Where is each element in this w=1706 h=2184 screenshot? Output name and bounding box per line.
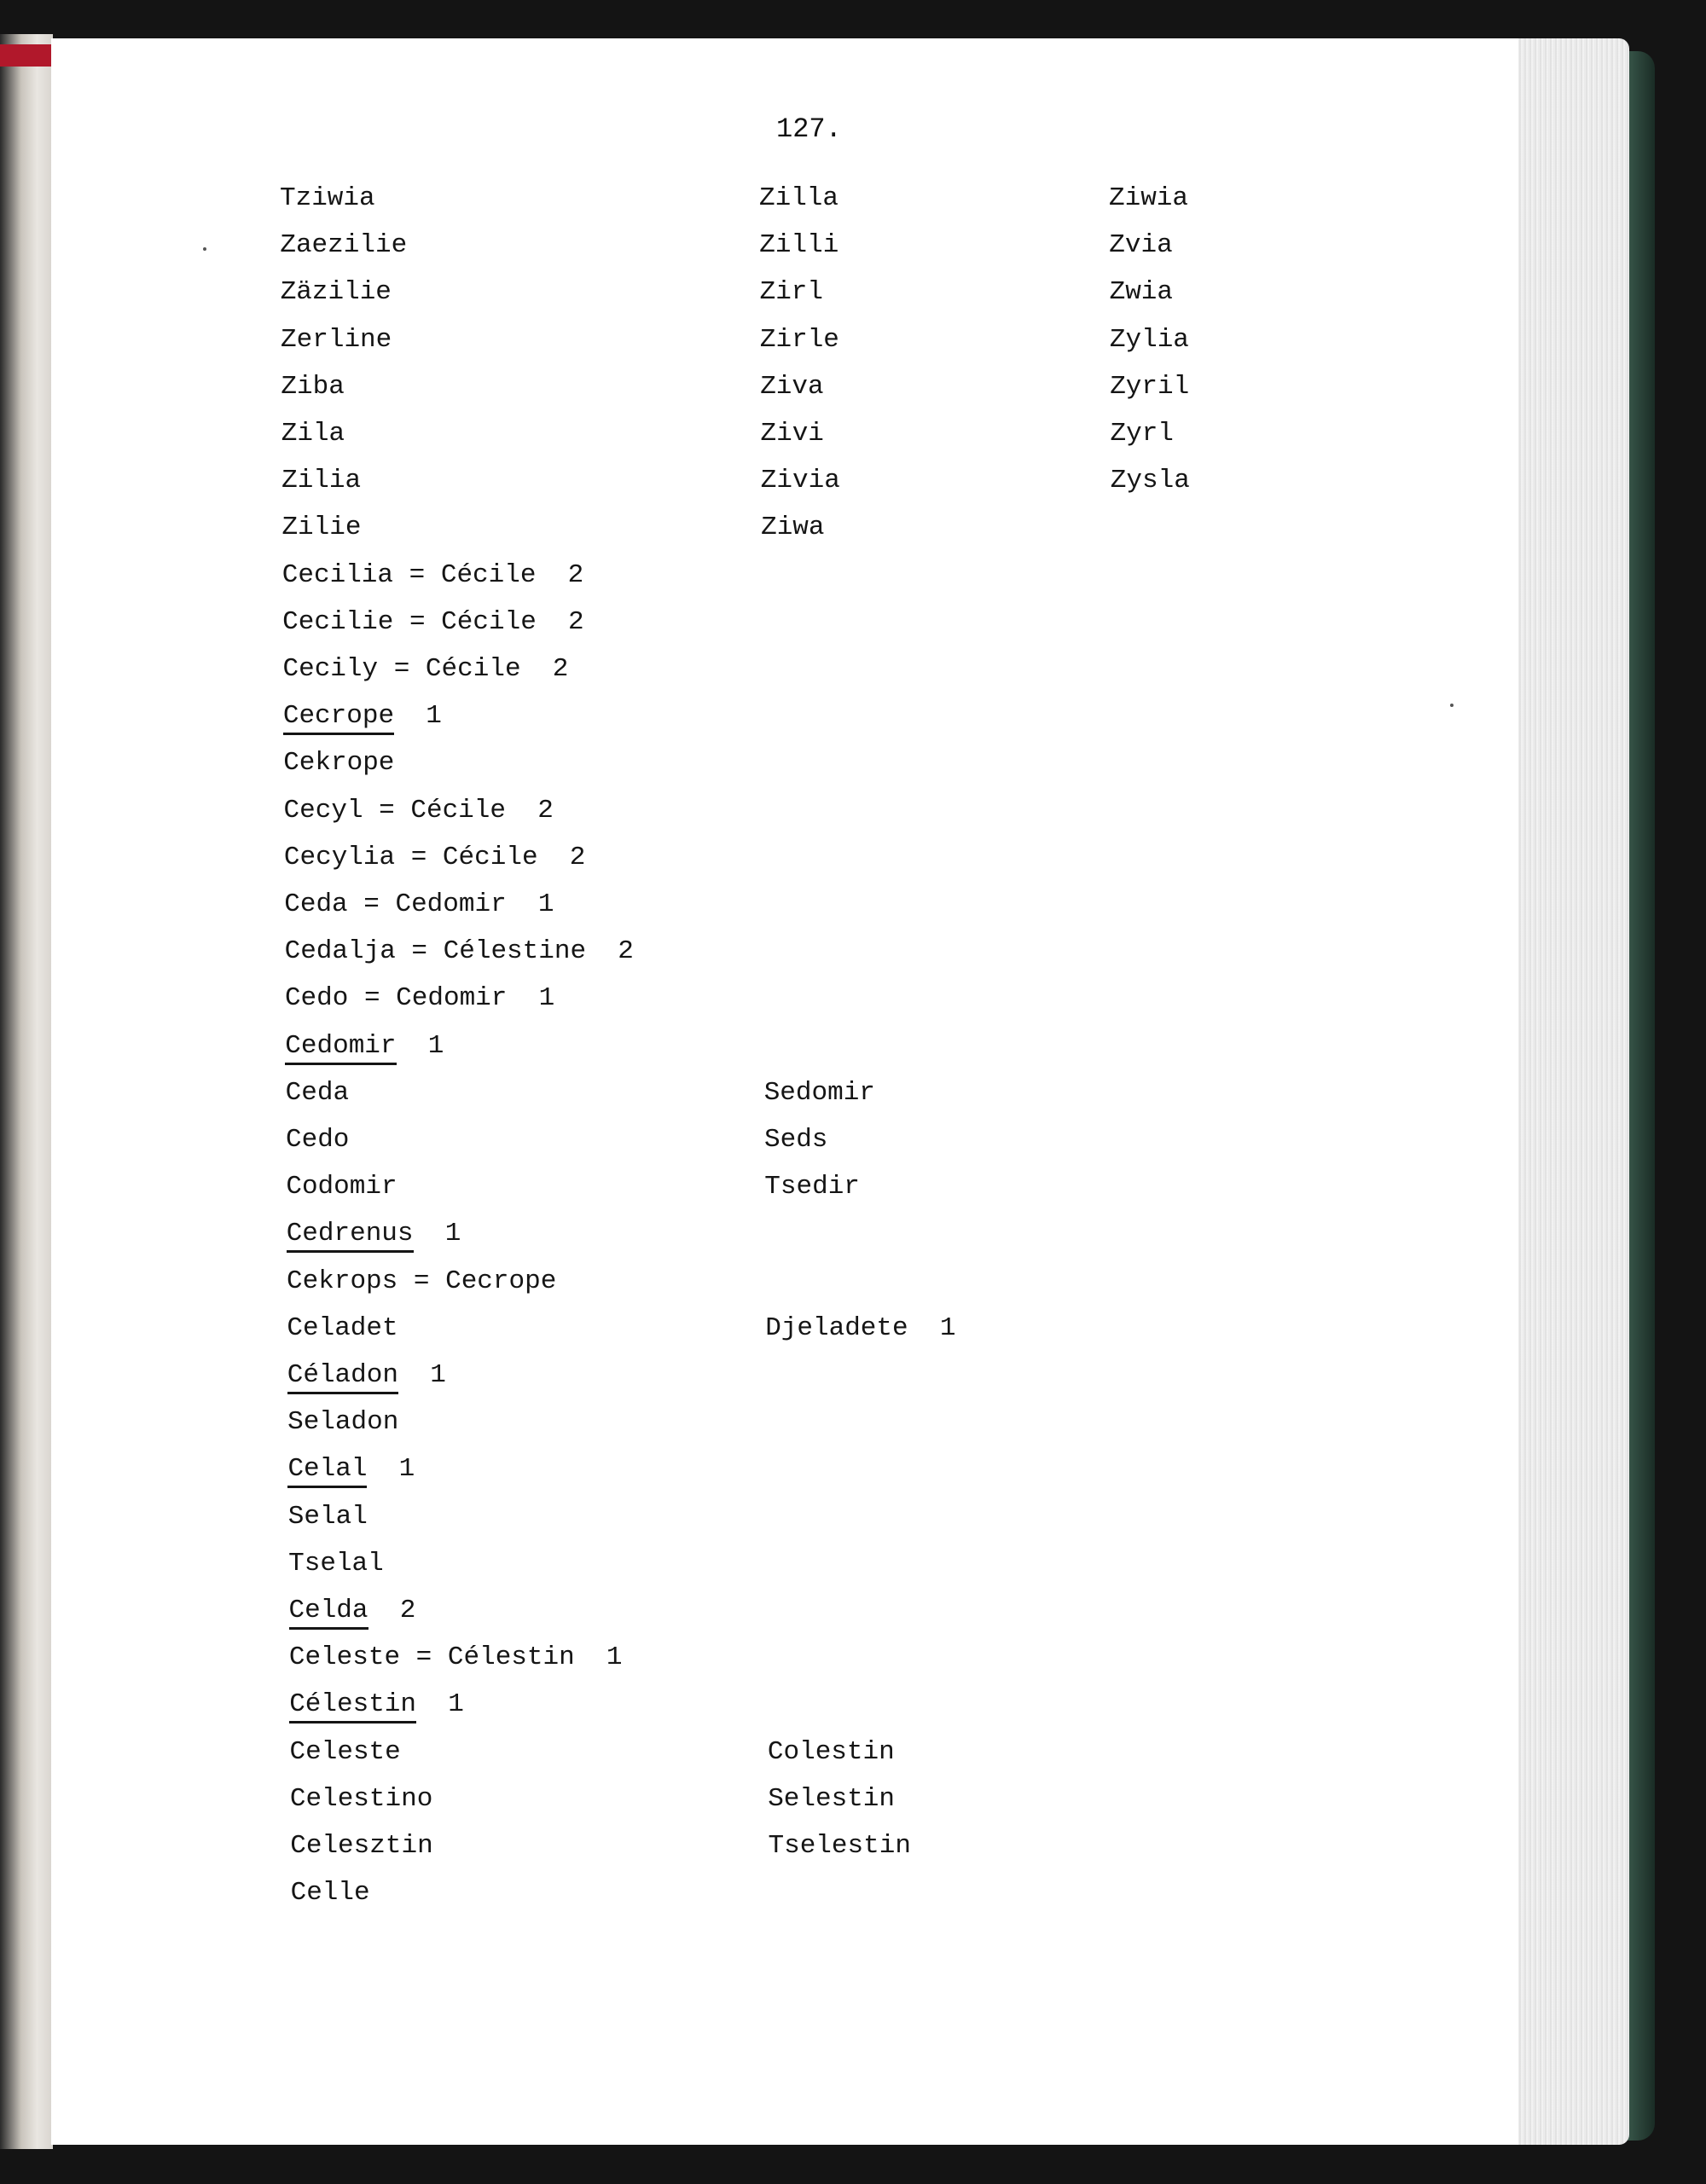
index-entry: [287, 1407, 398, 1438]
variant-name: Ziwa: [761, 513, 825, 543]
entry-name: Ceda: [284, 889, 348, 919]
index-entry: [291, 1878, 370, 1909]
index-entry: [283, 701, 442, 732]
entry-reference: 2: [368, 1596, 416, 1625]
index-entry: [288, 1502, 368, 1532]
entry-headword: Celal: [287, 1454, 368, 1485]
entry-name: Cecily: [282, 654, 379, 684]
entry-headword: Cecrope: [282, 701, 395, 732]
variant-name: Zysla: [1110, 466, 1190, 496]
entry-name: Celesztin: [290, 1831, 433, 1861]
entry-name: Cedo: [284, 983, 349, 1014]
entry-reference: = Cécile 2: [395, 842, 586, 872]
entry-name: Zilia: [281, 466, 362, 496]
index-entry: [290, 1737, 401, 1768]
book-page: [51, 38, 1518, 2145]
variant-name: Ziwia: [1109, 183, 1189, 213]
entry-name: Seladon: [287, 1407, 399, 1438]
variant-name: Ziva: [760, 371, 824, 402]
entry-name: Celle: [290, 1878, 370, 1909]
index-entry: [281, 466, 361, 496]
entry-reference: = Cécile 2: [393, 559, 584, 590]
entry-name: Celestino: [289, 1783, 433, 1814]
index-entry: [288, 1549, 384, 1579]
index-entry: [282, 560, 583, 591]
entry-reference: = Cécile 2: [363, 795, 554, 826]
index-entry: [283, 654, 569, 685]
variant-name: Zilla: [759, 183, 839, 213]
index-entry: [285, 983, 554, 1014]
entry-name: Ceda: [285, 1077, 350, 1108]
index-entry: [282, 607, 583, 638]
entry-name: Cecyl: [283, 795, 363, 826]
entry-reference: = Cecrope: [397, 1266, 557, 1296]
variant-name: Zirle: [759, 324, 839, 355]
variant-name: Seds: [764, 1125, 828, 1155]
ink-speck: [1450, 704, 1454, 707]
entry-name: Cedo: [286, 1125, 350, 1155]
index-entry: [284, 889, 554, 920]
variant-name: Zylia: [1109, 324, 1189, 355]
entry-name: Tziwia: [280, 183, 375, 213]
variant-name: Zirl: [759, 277, 824, 308]
entry-name: Celeste: [288, 1642, 401, 1673]
entry-reference: 1: [394, 701, 442, 732]
index-entry: [287, 1313, 397, 1344]
variant-name: Zivi: [760, 419, 824, 449]
entry-headword: Celda: [288, 1596, 368, 1625]
entry-headword: Cedrenus: [286, 1219, 414, 1249]
index-entry: [286, 1078, 349, 1109]
index-entry: [285, 1031, 444, 1062]
index-entry: [281, 513, 361, 543]
index-entry: [289, 1689, 464, 1720]
index-entry: [281, 419, 345, 449]
variant-name: Tsedir: [764, 1172, 860, 1202]
entry-name: Celeste: [289, 1736, 401, 1767]
entry-name: Celadet: [287, 1312, 398, 1343]
variant-name: Djeladete 1: [765, 1312, 956, 1343]
entry-reference: 1: [397, 1360, 446, 1390]
entry-headword: Célestin: [289, 1689, 417, 1720]
entry-headword: Cedomir: [285, 1030, 397, 1061]
entry-reference: 1: [396, 1030, 444, 1061]
entry-name: Codomir: [286, 1172, 397, 1202]
index-entry: [281, 325, 392, 356]
variant-name: Zyril: [1110, 371, 1190, 402]
page-number: 127.: [776, 113, 842, 145]
index-entry: [289, 1596, 416, 1626]
entry-name: Zerline: [281, 324, 392, 355]
variant-name: Zilli: [759, 230, 839, 261]
entry-name: Cecilia: [281, 559, 394, 590]
entry-reference: = Célestine 2: [395, 936, 634, 967]
entry-name: Zila: [281, 419, 345, 449]
entry-reference: = Célestin 1: [400, 1642, 623, 1673]
entry-name: Zaezilie: [280, 230, 408, 261]
entry-name: Selal: [287, 1501, 368, 1532]
index-entry: [284, 843, 585, 873]
entry-name: Zilie: [281, 513, 362, 543]
entry-reference: 1: [367, 1454, 415, 1485]
variant-name: Zyrl: [1110, 419, 1174, 449]
entry-headword: Céladon: [287, 1360, 398, 1390]
index-entry: [286, 1172, 397, 1202]
index-entry: [290, 1831, 432, 1862]
index-entry: [284, 796, 554, 826]
entry-name: Ziba: [281, 371, 345, 402]
book-spine-red-band: [0, 44, 53, 67]
index-entry: [285, 936, 634, 967]
index-entry: [289, 1642, 623, 1673]
entry-name: Cecilie: [282, 606, 394, 637]
index-entry: [281, 277, 392, 308]
entry-reference: = Cécile 2: [378, 654, 569, 684]
entry-reference: = Cedomir 1: [348, 983, 555, 1014]
variant-name: Tselestin: [768, 1831, 911, 1861]
variant-name: Selestin: [768, 1783, 896, 1814]
ink-speck: [203, 247, 206, 251]
variant-name: Zwia: [1109, 277, 1174, 308]
entry-name: Cecylia: [283, 842, 396, 872]
entry-name: Tselal: [288, 1548, 384, 1579]
entry-name: Cedalja: [284, 936, 396, 967]
book-cover-left: [0, 34, 53, 2149]
entry-name: Zäzilie: [280, 277, 392, 308]
entry-name: Cekrope: [283, 748, 395, 779]
index-entry: [287, 1454, 415, 1485]
index-entry: [287, 1360, 446, 1391]
index-entry: [283, 748, 394, 779]
index-entry: [281, 372, 344, 403]
index-entry: [280, 230, 407, 261]
index-entry: [287, 1219, 461, 1249]
entry-name: Cekrops: [287, 1266, 398, 1296]
index-entry: [290, 1784, 432, 1815]
entry-reference: = Cécile 2: [393, 606, 584, 637]
variant-name: Zivia: [760, 466, 840, 496]
index-entry: [280, 183, 375, 214]
index-entry: [286, 1125, 349, 1156]
variant-name: Zvia: [1109, 230, 1173, 261]
index-entry: [287, 1266, 556, 1297]
entry-reference: 1: [416, 1689, 464, 1720]
variant-name: Colestin: [767, 1736, 895, 1767]
entry-reference: = Cedomir 1: [347, 889, 554, 919]
entry-reference: 1: [413, 1219, 461, 1249]
variant-name: Sedomir: [763, 1077, 875, 1108]
